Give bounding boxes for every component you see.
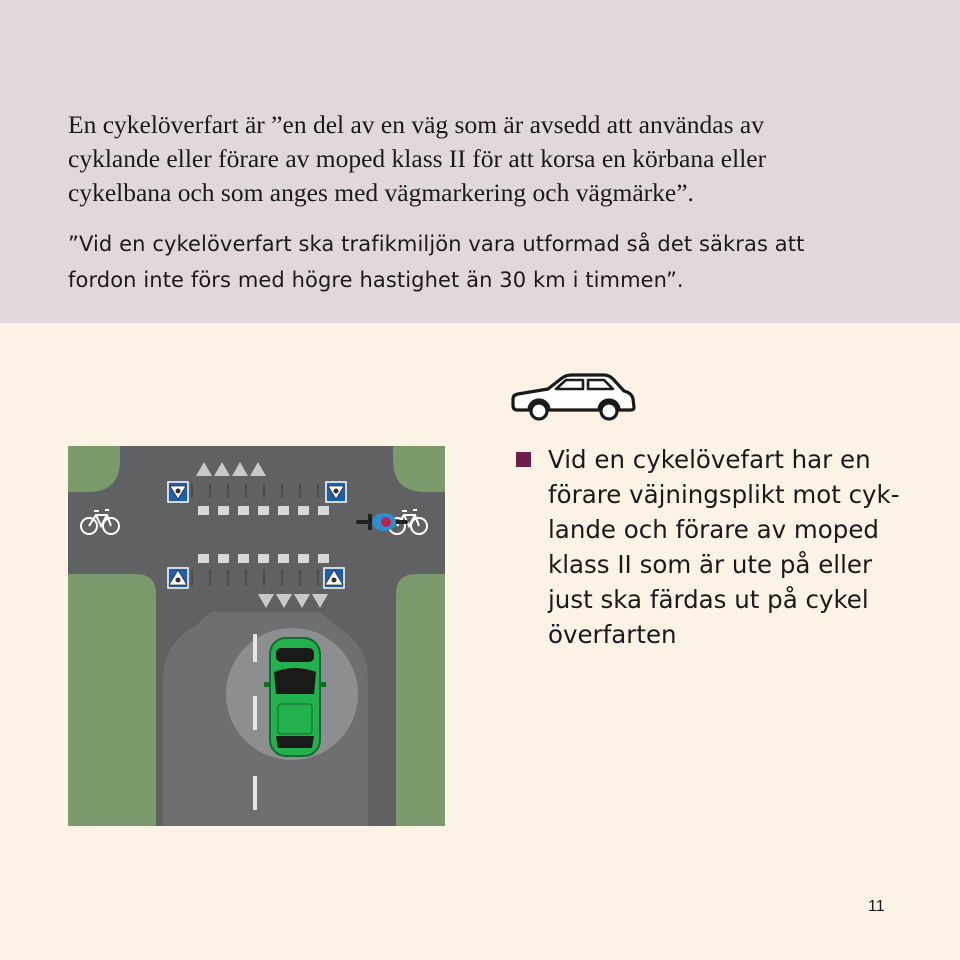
cycle-crossing-sign-icon xyxy=(324,568,344,588)
grass-area xyxy=(396,574,445,826)
cycle-crossing-sign-icon xyxy=(168,568,188,588)
lane-dashes xyxy=(253,634,257,810)
page-number: 11 xyxy=(868,898,885,915)
cycle-crossing-sign-icon xyxy=(326,482,346,502)
car-outline-icon xyxy=(508,372,638,424)
quote-line: ”Vid en cykelöverfart ska trafikmiljön vara utformad så det säkras att xyxy=(68,232,805,256)
definition-paragraph xyxy=(68,108,898,210)
road-crossing-illustration xyxy=(68,446,445,826)
bullet-line: förare väjningsplikt mot cyk- xyxy=(548,480,900,509)
cycle-crossing-sign-icon xyxy=(168,482,188,502)
definition-line: cykelbana och som anges med vägmarkering och vägmärke”. xyxy=(68,178,694,207)
grass-area xyxy=(68,574,156,826)
bullet-line: Vid en cykelövefart har en xyxy=(548,445,871,474)
bullet-line: överfarten xyxy=(548,620,677,649)
definition-line: En cykelöverfart är ”en del av en väg som är avsedd att användas av xyxy=(68,110,764,139)
quote-paragraph xyxy=(68,226,928,298)
bullet-line: just ska färdas ut på cykel xyxy=(548,585,869,614)
bullet-line: klass II som är ute på eller xyxy=(548,550,873,579)
definition-line: cyklande eller förare av moped klass II för att korsa en körbana eller xyxy=(68,144,767,173)
bullet-paragraph xyxy=(548,442,900,652)
bullet-line: lande och förare av moped xyxy=(548,515,879,544)
bullet-marker xyxy=(516,452,531,467)
quote-line: fordon inte förs med högre hastighet än 30 km i timmen”. xyxy=(68,268,684,292)
green-car-icon xyxy=(264,638,326,756)
